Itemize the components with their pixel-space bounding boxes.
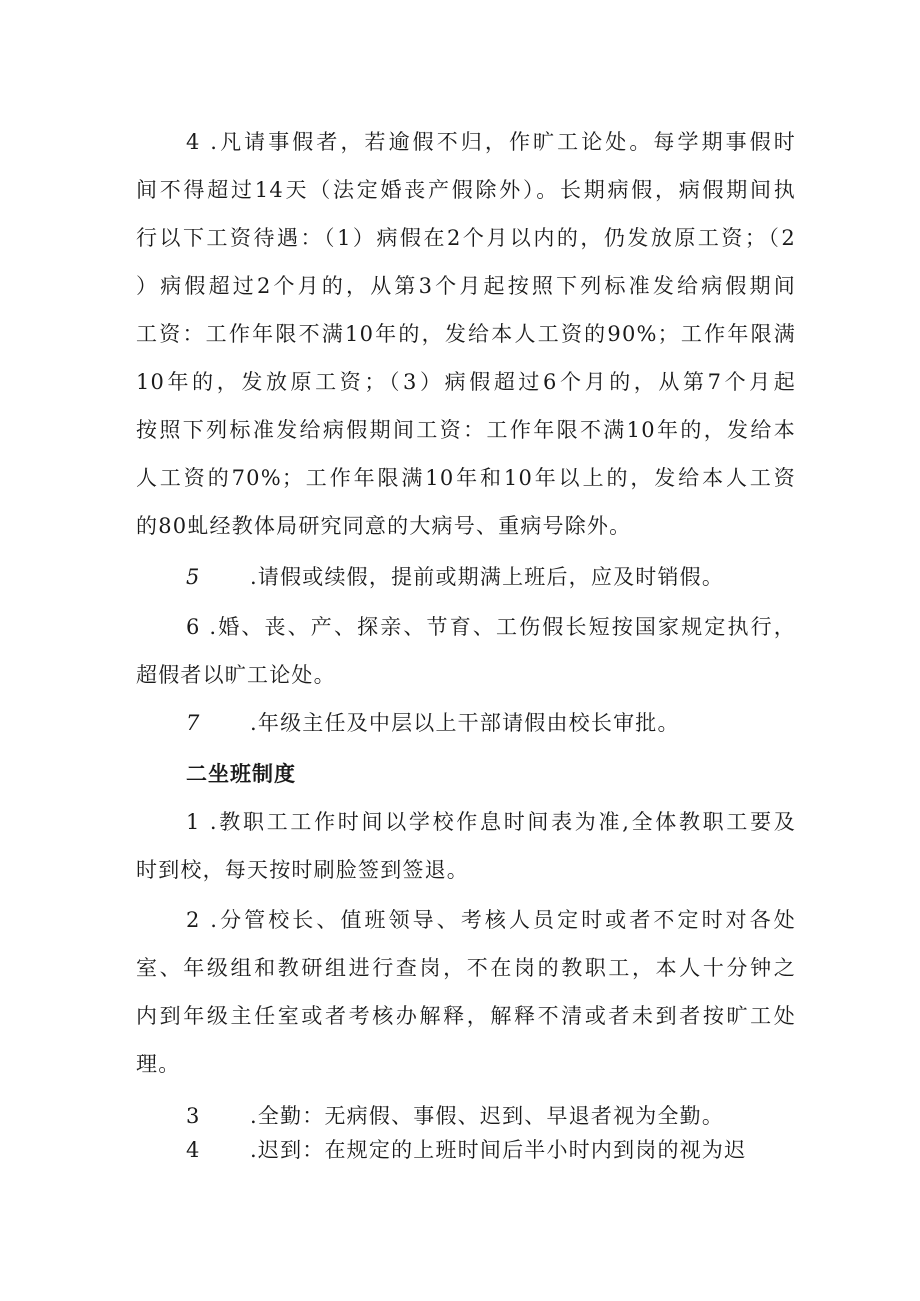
paragraph-4-line-5: 工资：工作年限不满10年的，发给本人工资的90%；工作年限满: [136, 322, 796, 346]
sitting-item-4-text: .迟到：在规定的上班时间后半小时内到岗的视为迟: [250, 1138, 747, 1162]
sitting-item-2-line-3: 内到年级主任室或者考核办解释，解释不清或者未到者按旷工处: [136, 1004, 796, 1028]
paragraph-4-line-9: 的80虬经教体局研究同意的大病号、重病号除外。: [136, 514, 632, 538]
item-7-number: 7: [186, 711, 201, 735]
item-5-number: 5: [186, 565, 201, 589]
sitting-item-1-line-1: 1 .教职工工作时间以学校作息时间表为准,全体教职工要及: [186, 810, 796, 834]
paragraph-4-line-7: 按照下列标准发给病假期间工资：工作年限不满10年的，发给本: [136, 418, 796, 442]
sitting-item-4-number: 4: [186, 1138, 201, 1162]
item-6-line-1: 6 .婚、丧、产、探亲、节育、工伤假长短按国家规定执行，: [186, 615, 796, 639]
sitting-item-3-number: 3: [186, 1104, 201, 1128]
sitting-item-2-line-4: 理。: [136, 1052, 181, 1076]
item-6-line-2: 超假者以旷工论处。: [136, 663, 336, 687]
sitting-item-2-line-2: 室、年级组和教研组进行查岗，不在岗的教职工，本人十分钟之: [136, 956, 796, 980]
item-5-text: .请假或续假，提前或期满上班后，应及时销假。: [250, 565, 725, 589]
item-7-text: .年级主任及中层以上干部请假由校长审批。: [250, 711, 680, 735]
paragraph-4-line-2: 间不得超过14天（法定婚丧产假除外）。长期病假，病假期间执: [136, 178, 796, 202]
sitting-item-2-line-1: 2 .分管校长、值班领导、考核人员定时或者不定时对各处: [186, 908, 796, 932]
paragraph-4-line-4: ）病假超过2个月的，从第3个月起按照下列标准发给病假期间: [136, 274, 796, 298]
sitting-item-3-text: .全勤：无病假、事假、迟到、早退者视为全勤。: [250, 1104, 725, 1128]
section-heading-sitting-system: 二坐班制度: [186, 762, 296, 786]
paragraph-4-line-1: 4 .凡请事假者，若逾假不归，作旷工论处。每学期事假时: [186, 130, 796, 154]
paragraph-4-line-8: 人工资的70%；工作年限满10年和10年以上的，发给本人工资: [136, 466, 796, 490]
sitting-item-1-line-2: 时到校，每天按时刷脸签到签退。: [136, 858, 469, 882]
paragraph-4-line-6: 10年的，发放原工资；（3）病假超过6个月的，从第7个月起: [136, 370, 796, 394]
paragraph-4-line-3: 行以下工资待遇：（1）病假在2个月以内的，仍发放原工资；（2: [136, 226, 796, 250]
